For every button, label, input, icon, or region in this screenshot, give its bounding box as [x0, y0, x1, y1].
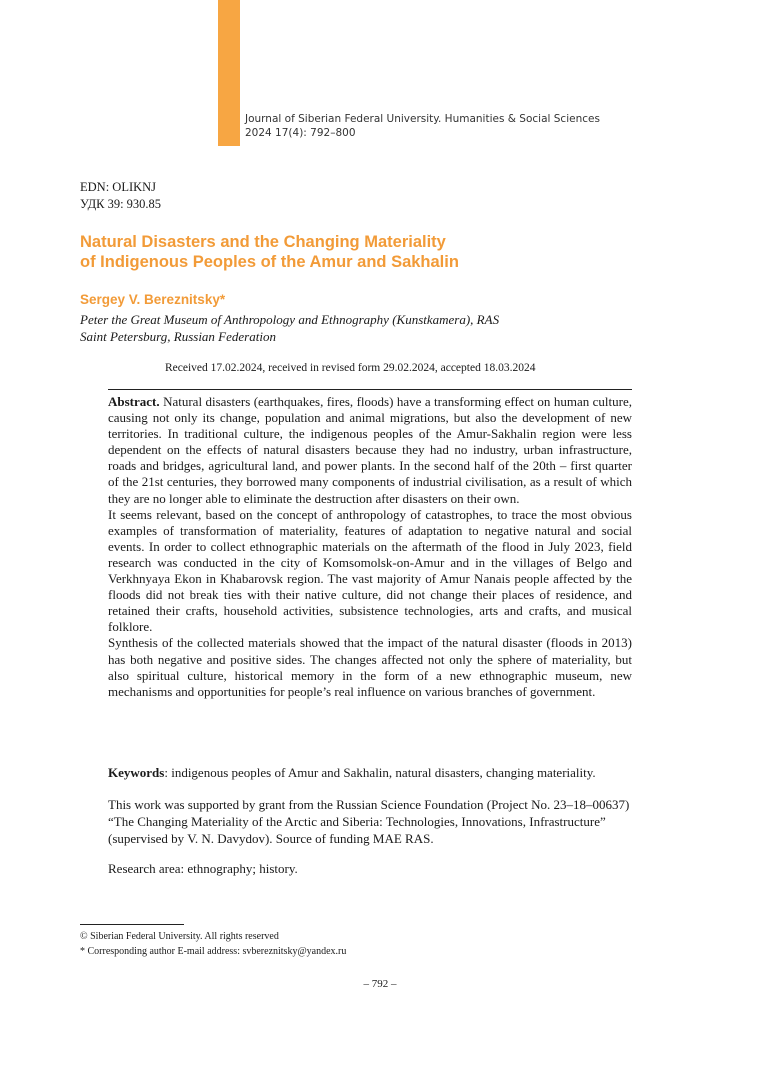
- keywords: [108, 765, 638, 781]
- abstract-paragraph-3: Synthesis of the collected materials showed that the impact of the natural disaster (floods in 2013) has both negative and positive sides. The changes affected not only the sphere of materiality, but also spiritual culture, historical memory in the form of a new ethnographic museum, new mechanisms and opportunities for people’s real influence on various branches of government.: [108, 635, 632, 699]
- abstract-paragraph-2: It seems relevant, based on the concept of anthropology of catastrophes, to trace the most obvious examples of transformation of materiality, features of adaptation to negative natural and social events. In order to collect ethnographic materials on the aftermath of the flood in July 2023, field research was conducted in the city of Komsomolsk-on-Amur and in the villages of Belgo and Verkhnyaya Ekon in Khabarovsk region. The vast majority of Amur Nanais people affected by the floods did not break ties with their native culture, did not change their places of residence, and retained their crafts, household activities, subsistence technologies, arts and crafts, and musical folklore.: [108, 506, 632, 635]
- copyright-note: © Siberian Federal University. All rights reserved: [80, 931, 279, 942]
- title-line-1: Natural Disasters and the Changing Materiality: [80, 233, 446, 251]
- abstract-paragraph-1: [108, 394, 632, 507]
- research-area: Research area: ethnography; history.: [108, 861, 298, 876]
- abstract-divider: [108, 389, 632, 390]
- journal-accent-bar: [218, 0, 240, 146]
- edn-code: EDN: OLIKNJ: [80, 180, 157, 194]
- corresponding-author-note: * Corresponding author E-mail address: svbereznitsky@yandex.ru: [80, 946, 347, 957]
- affiliation-line-2: Saint Petersburg, Russian Federation: [80, 329, 276, 344]
- page-number: – 792 –: [363, 978, 397, 990]
- classification-codes: [80, 179, 161, 213]
- title-line-2: of Indigenous Peoples of the Amur and Sakhalin: [80, 253, 459, 271]
- journal-header: [245, 112, 600, 140]
- article-title: [80, 232, 640, 272]
- abstract: [108, 394, 632, 700]
- journal-name: Journal of Siberian Federal University. Humanities & Social Sciences: [245, 113, 600, 125]
- keywords-text: : indigenous peoples of Amur and Sakhalin, natural disasters, changing materiality.: [164, 765, 596, 780]
- footnote-divider: [80, 924, 184, 925]
- abstract-label: Abstract.: [108, 394, 160, 409]
- keywords-label: Keywords: [108, 765, 165, 780]
- author-affiliation: [80, 311, 499, 345]
- udk-code: УДК 39: 930.85: [80, 197, 162, 211]
- affiliation-line-1: Peter the Great Museum of Anthropology and Ethnography (Kunstkamera), RAS: [80, 312, 500, 327]
- footnotes: [80, 929, 346, 959]
- author-name: Sergey V. Bereznitsky*: [80, 292, 226, 307]
- abstract-text-1: Natural disasters (earthquakes, fires, floods) have a transforming effect on human culture, causing not only its change, population and animal migrations, but also the development of new territories. In traditional culture, the indigenous peoples of the Amur-Sakhalin region were less dependent on the effects of natural disasters because they had no industry, urban infrastructure, roads and bridges, agricultural land, and power plants. In the second half of the 20th – first quarter of the 21st centuries, they borrowed many components of industrial civilisation, as a result of which they are no longer able to eliminate the destruction after disasters on their own.: [108, 394, 632, 506]
- received-dates: Received 17.02.2024, received in revised form 29.02.2024, accepted 18.03.2024: [165, 362, 536, 374]
- journal-issue: 2024 17(4): 792–800: [245, 127, 356, 139]
- funding-note: This work was supported by grant from the Russian Science Foundation (Project No. 23–18–00637) “The Changing Materiality of the Arctic and Siberia: Technologies, Innovations, Infrastructure” (supervised by V. N. Davydov). Source of funding MAE RAS.: [108, 797, 630, 846]
